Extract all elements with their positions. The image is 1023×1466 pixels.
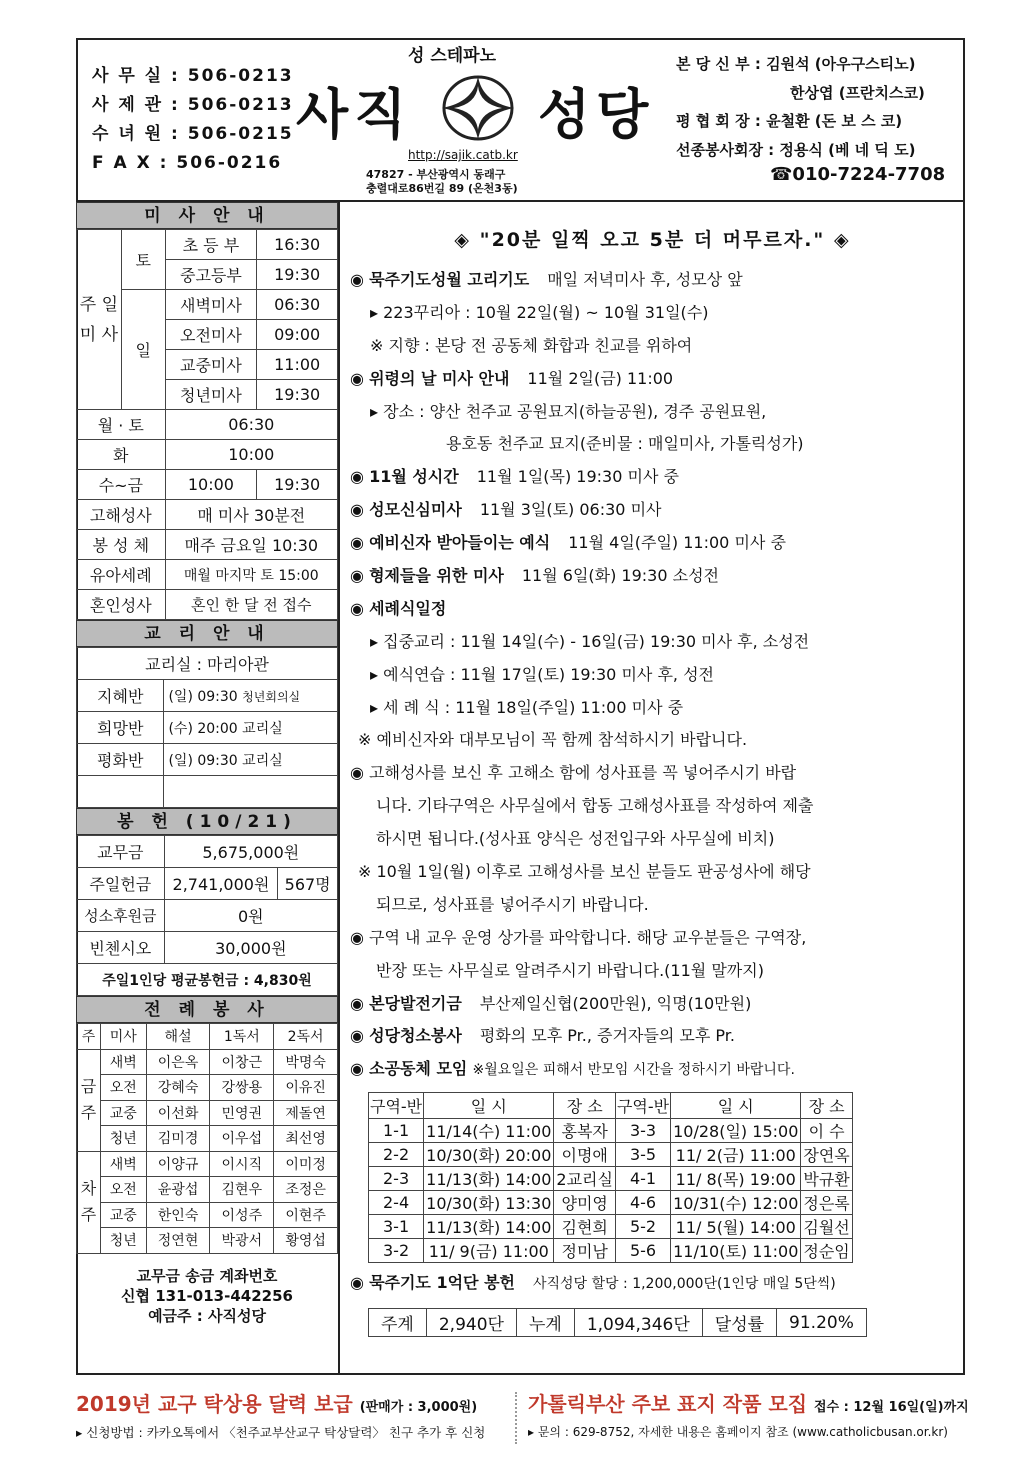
mass-section-title: 미 사 안 내 [76, 202, 338, 229]
mass-name: 새벽미사 [165, 290, 257, 320]
notice-shops: ◉ 구역 내 교우 운영 상가를 파악합니다. 해당 교우분들은 구역장, [350, 927, 807, 947]
col-header: 1독서 [210, 1024, 274, 1050]
notice-sub: ▸ 예식연습 : 11월 17일(토) 19:30 미사 후, 성전 [370, 664, 714, 684]
mass-name: 중고등부 [165, 260, 257, 290]
liturgy-cell: 새벽 [100, 1151, 146, 1177]
liturgy-cell: 이현주 [274, 1202, 338, 1228]
notice-community: ◉ 소공동체 모임 ※월요일은 피해서 반모임 시간을 정하시기 바랍니다. [350, 1059, 795, 1079]
community-schedule-table [368, 1092, 853, 1263]
column-divider [338, 200, 340, 1375]
notice-baptism: ◉ 세례식일정 [350, 598, 447, 618]
notice-rosary-100m: ◉ 묵주기도 1억단 봉헌 사직성당 할당 : 1,200,000단(1인당 매일 5단씩) [350, 1273, 836, 1293]
offering-count: 567명 [278, 868, 338, 900]
bullet-icon: ◉ [350, 270, 364, 289]
weekday-label: 화 [77, 440, 166, 470]
mass-time: 16:30 [257, 230, 338, 260]
offering-name: 주일헌금 [77, 868, 165, 900]
mass-name: 오전미사 [165, 320, 257, 350]
liturgy-cell: 이성주 [210, 1202, 274, 1228]
liturgy-cell: 오전 [100, 1177, 146, 1203]
address: 47827 - 부산광역시 동래구 충렬대로86번길 89 (온천3동) [366, 168, 518, 195]
mass-name: 청년미사 [165, 380, 257, 410]
table-row: 3-1 11/13(화) 14:00 김현희 5-2 11/ 5(월) 14:00 김월선 [369, 1215, 853, 1239]
totals-value: 1,094,346단 [574, 1309, 702, 1337]
mass-time: 06:30 [257, 290, 338, 320]
notice-sub: ▸ 223꾸리아 : 10월 22일(월) ~ 10월 31일(수) [370, 302, 709, 322]
liturgy-cell: 이우섭 [210, 1126, 274, 1152]
col-header: 장 소 [801, 1093, 852, 1119]
bullet-icon: ◉ [350, 1273, 364, 1293]
staff-council: 평 협 회 장 : 윤철환 (돈 보 스 코) [676, 112, 903, 130]
totals-value: 2,940단 [426, 1309, 516, 1337]
notice-brothers: ◉ 형제들을 위한 미사 11월 6일(화) 19:30 소성전 [350, 566, 719, 586]
sunday-mass-label: 주 일 미 사 [77, 230, 122, 410]
table-row: 3-2 11/ 9(금) 11:00 정미남 5-6 11/10(토) 11:00 정순임 [369, 1239, 853, 1263]
liturgy-cell: 오전 [100, 1075, 146, 1101]
bank-info: 교무금 송금 계좌번호 신협 131-013-442256 예금주 : 사직성당 [121, 1266, 293, 1325]
diamond-icon: ◈ [454, 229, 472, 251]
website-link[interactable]: http://sajik.catb.kr [408, 148, 518, 162]
liturgy-cell: 교중 [100, 1202, 146, 1228]
liturgy-table [76, 1023, 338, 1254]
offering-table [76, 835, 338, 996]
class-time: (일) 09:30 교리실 [164, 744, 338, 776]
rosary-totals-table [368, 1308, 867, 1337]
col-header: 일 시 [671, 1093, 801, 1119]
class-name: 평화반 [77, 744, 164, 776]
col-header: 2독서 [274, 1024, 338, 1050]
liturgy-cell: 새벽 [100, 1049, 146, 1075]
bullet-icon: ◉ [350, 1059, 364, 1079]
offering-amount: 2,741,000원 [164, 868, 278, 900]
contact-rectory: 사 제 관 : 506-0213 [92, 95, 294, 115]
liturgy-cell: 이양규 [146, 1151, 210, 1177]
mass-name: 초 등 부 [165, 230, 257, 260]
liturgy-cell: 제돌연 [274, 1100, 338, 1126]
bullet-icon: ◉ [350, 598, 364, 618]
liturgy-cell: 이유진 [274, 1075, 338, 1101]
patron-name: 성 스테파노 [408, 46, 497, 66]
notice-shops: 반장 또는 사무실로 알려주시기 바랍니다.(11월 말까지) [376, 960, 764, 980]
liturgy-cell: 이선화 [146, 1100, 210, 1126]
table-row: 1-1 11/14(수) 11:00 홍복자 3-3 10/28(일) 15:00 이 수 [369, 1119, 853, 1143]
col-header: 해설 [146, 1024, 210, 1050]
liturgy-cell: 김현우 [210, 1177, 274, 1203]
col-header: 장 소 [554, 1093, 616, 1119]
table-row: 2-3 11/13(화) 14:00 2교리실 4-1 11/ 8(목) 19:00 박규환 [369, 1167, 853, 1191]
contact-convent: 수 녀 원 : 506-0215 [92, 124, 294, 144]
sacrament-value: 혼인 한 달 전 접수 [165, 590, 337, 620]
liturgy-cell: 박명숙 [274, 1049, 338, 1075]
sunday-label: 일 [121, 290, 165, 410]
phone-number: ☎010-7224-7708 [770, 164, 946, 185]
staff-pastor: 본 당 신 부 : 김원석 (아우구스티노) [676, 55, 916, 73]
offering-name: 빈첸시오 [77, 932, 165, 964]
mass-time: 11:00 [257, 350, 338, 380]
sacrament-label: 고해성사 [77, 500, 166, 530]
col-header: 일 시 [424, 1093, 554, 1119]
col-header: 주 [77, 1024, 101, 1050]
bullet-icon: ◉ [350, 1026, 364, 1046]
church-name-left: 사직 [296, 83, 413, 146]
liturgy-cell: 한인숙 [146, 1202, 210, 1228]
bullet-icon: ◉ [350, 368, 364, 388]
liturgy-cell: 김미경 [146, 1126, 210, 1152]
catechism-room: 교리실 : 마리아관 [77, 648, 338, 680]
table-row: 2-2 10/30(화) 20:00 이명애 3-5 11/ 2(금) 11:00 장연옥 [369, 1143, 853, 1167]
staff-assistant: 한상엽 (프란치스코) [790, 83, 925, 102]
empty-cell [77, 776, 164, 808]
notice-sub: ▸ 세 례 식 : 11월 18일(주일) 11:00 미사 중 [370, 697, 684, 717]
sacrament-value: 매주 금요일 10:30 [165, 530, 337, 560]
mass-time: 19:30 [257, 380, 338, 410]
footer-calendar: 2019년 교구 탁상용 달력 보급 (판매가 : 3,000원) ▸ 신청방법 : 카카오톡에서 〈천주교부산교구 탁상달력〉 친구 추가 후 신청 [76, 1392, 486, 1440]
class-name: 희망반 [77, 712, 164, 744]
notices-column [350, 216, 955, 1337]
offering-name: 교무금 [77, 836, 165, 868]
col-header: 구역-반 [615, 1093, 670, 1119]
notice-sub: 용호동 천주교 묘지(준비물 : 매일미사, 가톨릭성가) [446, 434, 804, 454]
this-week-label: 금 주 [77, 1049, 101, 1151]
liturgy-section-title: 전 례 봉 사 [76, 996, 338, 1023]
class-time: (일) 09:30 청년회의실 [164, 680, 338, 712]
offering-amount: 30,000원 [164, 932, 337, 964]
liturgy-cell: 이창근 [210, 1049, 274, 1075]
bullet-icon: ◉ [350, 500, 364, 520]
notice-confession: ※ 10월 1일(월) 이후로 고해성사를 보신 분들도 판공성사에 해당 [358, 862, 811, 882]
notice-confession: 하시면 됩니다.(성사표 양식은 성전입구와 사무실에 비치) [376, 829, 775, 849]
weekday-time: 06:30 [165, 410, 337, 440]
totals-value: 91.20% [777, 1309, 867, 1337]
liturgy-cell: 윤광섭 [146, 1177, 210, 1203]
notice-fund: ◉ 본당발전기금 부산제일신협(200만원), 익명(10만원) [350, 993, 752, 1013]
totals-label: 달성률 [702, 1309, 776, 1337]
notice-devotion: ◉ 성모신심미사 11월 3일(토) 06:30 미사 [350, 500, 662, 520]
notice-confession: ◉ 고해성사를 보신 후 고해소 함에 성사표를 꼭 넣어주시기 바랍 [350, 763, 797, 783]
mass-table [76, 229, 338, 620]
liturgy-cell: 강혜숙 [146, 1075, 210, 1101]
notice-sub: ▸ 집중교리 : 11월 14일(수) - 16일(금) 19:30 미사 후, 소성전 [370, 631, 810, 651]
notice-cleaning: ◉ 성당청소봉사 평화의 모후 Pr., 증거자들의 모후 Pr. [350, 1026, 735, 1046]
liturgy-cell: 청년 [100, 1126, 146, 1152]
liturgy-cell: 강쌍용 [210, 1075, 274, 1101]
offering-amount: 5,675,000원 [164, 836, 337, 868]
bullet-icon: ◉ [350, 467, 364, 487]
bullet-icon: ◉ [350, 533, 364, 553]
notice-confession: 되므로, 성사표를 넣어주시기 바랍니다. [376, 894, 649, 914]
notice-catechumen: ◉ 예비신자 받아들이는 예식 11월 4일(주일) 11:00 미사 중 [350, 533, 786, 553]
sacrament-label: 유아세례 [77, 560, 166, 590]
bullet-icon: ◉ [350, 566, 364, 586]
staff-funeral: 선종봉사회장 : 정용식 (베 네 딕 도) [676, 140, 916, 159]
mass-time: 19:30 [257, 260, 338, 290]
bullet-icon: ◉ [350, 993, 364, 1013]
offering-name: 성소후원금 [77, 900, 165, 932]
liturgy-cell: 이미정 [274, 1151, 338, 1177]
catechism-section-title: 교 리 안 내 [76, 620, 338, 647]
diamond-icon: ◈ [833, 229, 851, 251]
weekday-label: 월 · 토 [77, 410, 166, 440]
weekday-time: 10:00 [165, 440, 337, 470]
notice-sub: ※ 지향 : 본당 전 공동체 화합과 친교를 위하여 [370, 335, 693, 355]
weekday-time: 10:00 [165, 470, 257, 500]
class-name: 지혜반 [77, 680, 164, 712]
next-week-label: 차 주 [77, 1151, 101, 1253]
notice-sub: ▸ 장소 : 양산 천주교 공원묘지(하늘공원), 경주 공원묘원, [370, 401, 767, 421]
sacrament-value: 매 미사 30분전 [165, 500, 337, 530]
offering-amount: 0원 [164, 900, 337, 932]
liturgy-cell: 민영권 [210, 1100, 274, 1126]
mass-name: 교중미사 [165, 350, 257, 380]
staff-list [676, 50, 925, 164]
table-row: 2-4 10/30(화) 13:30 양미영 4-6 10/31(수) 12:00 정은록 [369, 1191, 853, 1215]
liturgy-cell: 최선영 [274, 1126, 338, 1152]
saturday-label: 토 [121, 230, 165, 290]
liturgy-cell: 박광서 [210, 1228, 274, 1254]
liturgy-cell: 이은옥 [146, 1049, 210, 1075]
slogan: ◈ "20분 일찍 오고 5분 더 머무르자." ◈ [454, 229, 851, 251]
liturgy-cell: 이시직 [210, 1151, 274, 1177]
left-column [76, 202, 338, 1326]
class-time: (수) 20:00 교리실 [164, 712, 338, 744]
sacrament-label: 혼인성사 [77, 590, 166, 620]
footer-separator [515, 1392, 517, 1444]
empty-cell [164, 776, 338, 808]
weekday-time: 19:30 [257, 470, 338, 500]
catechism-table [76, 647, 338, 808]
contact-list [92, 62, 294, 178]
notice-confession: 니다. 기타구역은 사무실에서 합동 고해성사표를 작성하여 제출 [376, 796, 814, 816]
footer-cover-contest: 가톨릭부산 주보 표지 작품 모집 접수 : 12월 16일(일)까지 ▸ 문의 : 629-8752, 자세한 내용은 홈페이지 참조 (www.catholicbusan.or.kr) [528, 1392, 969, 1439]
col-header: 미사 [100, 1024, 146, 1050]
church-name-right: 성당 [538, 83, 655, 146]
totals-label: 주계 [369, 1309, 427, 1337]
sacrament-value: 매월 마지막 토 15:00 [165, 560, 337, 590]
contact-office: 사 무 실 : 506-0213 [92, 66, 294, 86]
notice-souls: ◉ 위령의 날 미사 안내 11월 2일(금) 11:00 [350, 368, 674, 388]
liturgy-cell: 황영섭 [274, 1228, 338, 1254]
cross-logo-icon [438, 72, 518, 144]
liturgy-cell: 정연현 [146, 1228, 210, 1254]
sacrament-label: 봉 성 체 [77, 530, 166, 560]
offering-section-title: 봉 헌 (10/21) [76, 808, 338, 835]
notice-sub: ※ 예비신자와 대부모님이 꼭 함께 참석하시기 바랍니다. [358, 730, 748, 750]
liturgy-cell: 조정은 [274, 1177, 338, 1203]
weekday-label: 수~금 [77, 470, 166, 500]
mass-time: 09:00 [257, 320, 338, 350]
notice-rosary: ◉ 묵주기도성월 고리기도 매일 저녁미사 후, 성모상 앞 [350, 270, 743, 289]
liturgy-cell: 청년 [100, 1228, 146, 1254]
liturgy-cell: 교중 [100, 1100, 146, 1126]
totals-label: 누계 [516, 1309, 574, 1337]
offering-average: 주일1인당 평균봉헌금 : 4,830원 [77, 964, 338, 996]
contact-fax: F A X : 506-0216 [92, 153, 283, 173]
notice-holy-hour: ◉ 11월 성시간 11월 1일(목) 19:30 미사 중 [350, 467, 679, 487]
col-header: 구역-반 [369, 1093, 424, 1119]
